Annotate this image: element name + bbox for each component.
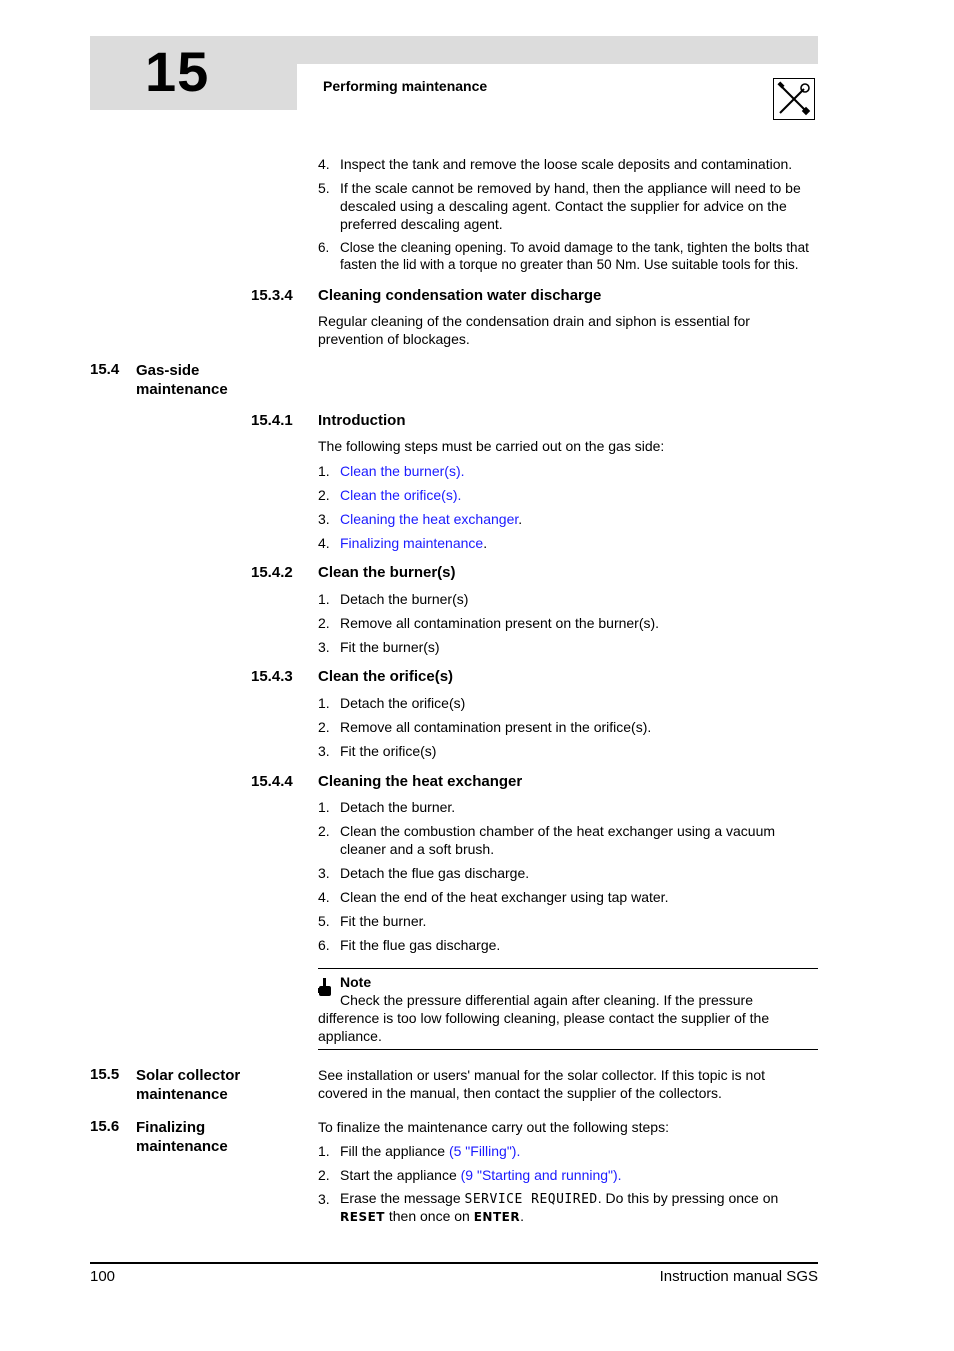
section-number: 15.4 [90, 361, 120, 378]
subsection-number: 15.4.2 [251, 564, 293, 581]
display-message: SERVICE REQUIRED [464, 1192, 598, 1207]
note-top-rule [318, 968, 818, 969]
subsection-title: Clean the orifice(s) [318, 668, 454, 685]
subsection-title: Cleaning the heat exchanger [318, 773, 523, 790]
paragraph: To finalize the maintenance carry out the following steps: [318, 1119, 669, 1135]
note-label: Note [340, 974, 372, 990]
reset-key: RESET [340, 1210, 385, 1224]
tools-icon [773, 78, 815, 120]
note-text: Check the pressure differential again after cleaning. If the pressure difference is too low following cleaning, please contact the supplier of the appliance. [318, 992, 770, 1044]
subsection-title: Clean the burner(s) [318, 564, 456, 581]
chapter-title: Performing maintenance [323, 78, 488, 94]
subsection-title: Cleaning condensation water discharge [318, 287, 602, 304]
section-number: 15.6 [90, 1118, 120, 1135]
link-filling[interactable]: (5 "Filling") [448, 1143, 517, 1159]
chapter-number: 15 [145, 40, 210, 103]
paragraph: Regular cleaning of the condensation drain and siphon is essential for prevention of blockages. [318, 313, 750, 347]
subsection-number: 15.4.3 [251, 668, 293, 685]
subsection-number: 15.4.4 [251, 773, 293, 790]
section-title: Solar collector maintenance [136, 1067, 241, 1103]
document-title: Instruction manual SGS [659, 1268, 818, 1285]
section-title: Finalizing maintenance [136, 1119, 228, 1155]
page-number: 100 [90, 1268, 116, 1285]
subsection-number: 15.3.4 [251, 287, 293, 304]
link-clean-burner[interactable]: Clean the burner(s). [340, 463, 465, 479]
link-starting-running[interactable]: (9 "Starting and running") [460, 1167, 618, 1183]
note-bottom-rule [318, 1049, 818, 1050]
paragraph: See installation or users' manual for the solar collector. If this topic is not covered in the manual, then contact the supplier of the collectors. [318, 1067, 766, 1101]
subsection-number: 15.4.1 [251, 412, 293, 429]
link-heat-exchanger[interactable]: Cleaning the heat exchanger [340, 511, 519, 527]
link-finalizing-maintenance[interactable]: Finalizing maintenance [340, 535, 484, 551]
footer-rule [90, 1262, 818, 1264]
link-clean-orifice[interactable]: Clean the orifice(s). [340, 487, 462, 503]
section-number: 15.5 [90, 1066, 120, 1083]
section-title: Gas-side maintenance [136, 362, 228, 398]
subsection-title: Introduction [318, 412, 406, 429]
enter-key: ENTER [473, 1210, 521, 1224]
paragraph: The following steps must be carried out on the gas side: [318, 438, 665, 454]
